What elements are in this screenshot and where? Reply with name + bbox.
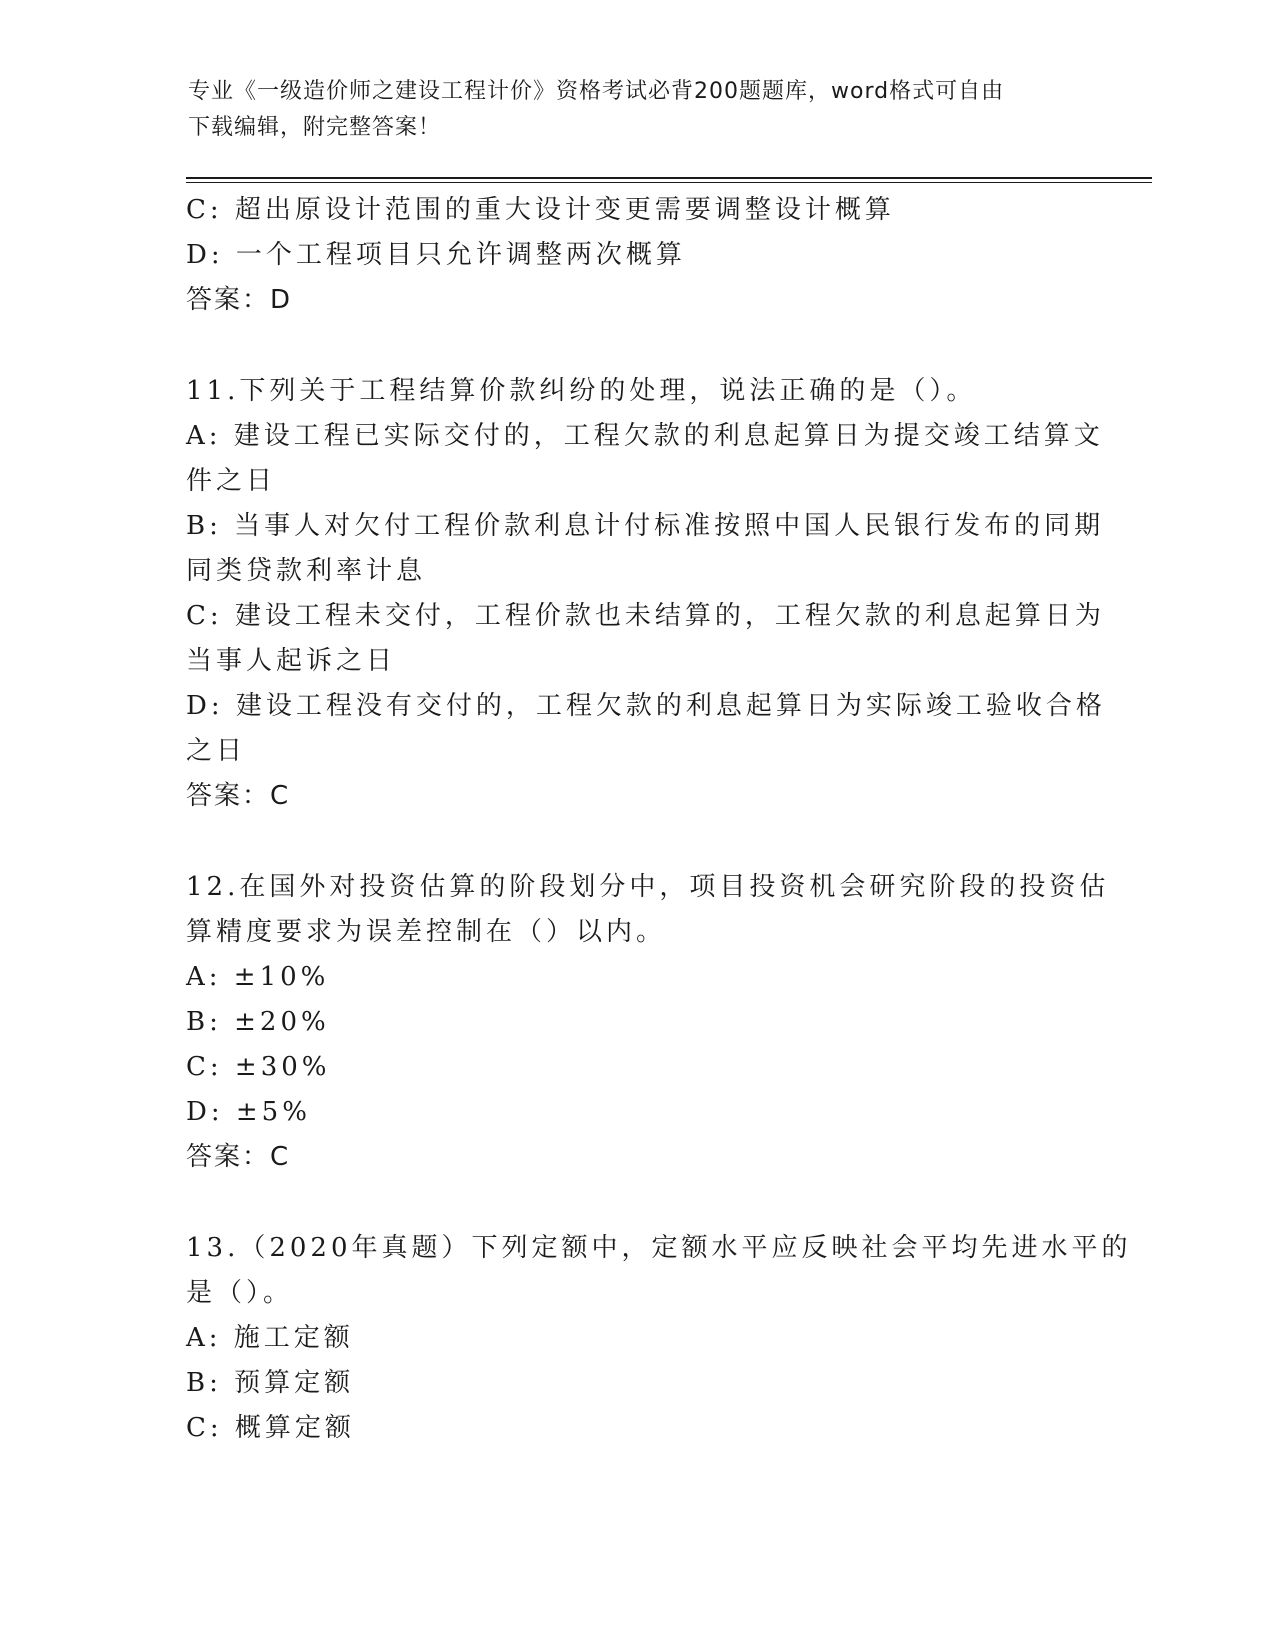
question-stem-cont: 是（）。 <box>186 1278 294 1308</box>
option-a: A: 施工定额 <box>186 1323 354 1353</box>
question-stem: 13.（2020年真题）下列定额中，定额水平应反映社会平均先进水平的 <box>186 1233 1132 1263</box>
option-b: B: ±20% <box>186 1007 330 1037</box>
option-a-cont: 件之日 <box>186 466 277 496</box>
option-c-cont: 当事人起诉之日 <box>186 646 397 676</box>
option-c: C: 建设工程未交付，工程价款也未结算的，工程欠款的利息起算日为 <box>186 601 1105 631</box>
header-line-1: 专业《一级造价师之建设工程计价》资格考试必背200题题库，word格式可自由 <box>188 79 1005 104</box>
document-header <box>188 74 1068 146</box>
option-d: D: 一个工程项目只允许调整两次概算 <box>186 240 686 270</box>
question-stem: 12.在国外对投资估算的阶段划分中，项目投资机会研究阶段的投资估 <box>186 872 1110 902</box>
option-a: A: 建设工程已实际交付的，工程欠款的利息起算日为提交竣工结算文 <box>186 421 1104 451</box>
answer-line: 答案：D <box>186 285 293 315</box>
question-stem: 11.下列关于工程结算价款纠纷的处理，说法正确的是（）。 <box>186 376 977 406</box>
spacer <box>186 1180 1086 1226</box>
question-10-continuation <box>186 188 1086 323</box>
option-d: D: ±5% <box>186 1097 311 1127</box>
question-11 <box>186 369 1106 819</box>
option-c: C: 超出原设计范围的重大设计变更需要调整设计概算 <box>186 195 895 225</box>
document-body <box>186 188 1132 1451</box>
answer-line: 答案：C <box>186 781 291 811</box>
option-c: C: ±30% <box>186 1052 331 1082</box>
spacer <box>186 323 1086 369</box>
option-c: C: 概算定额 <box>186 1413 355 1443</box>
header-divider <box>186 177 1152 183</box>
option-b: B: 当事人对欠付工程价款利息计付标准按照中国人民银行发布的同期 <box>186 511 1105 541</box>
option-d-cont: 之日 <box>186 736 247 766</box>
question-12 <box>186 865 1110 1180</box>
option-d: D: 建设工程没有交付的，工程欠款的利息起算日为实际竣工验收合格 <box>186 691 1106 721</box>
question-stem-cont: 算精度要求为误差控制在（）以内。 <box>186 917 667 947</box>
option-b-cont: 同类贷款利率计息 <box>186 556 427 586</box>
spacer <box>186 819 1086 865</box>
option-b: B: 预算定额 <box>186 1368 355 1398</box>
option-a: A: ±10% <box>186 962 330 992</box>
header-line-2: 下载编辑，附完整答案！ <box>188 115 442 140</box>
answer-line: 答案：C <box>186 1142 291 1172</box>
question-13 <box>186 1226 1132 1451</box>
